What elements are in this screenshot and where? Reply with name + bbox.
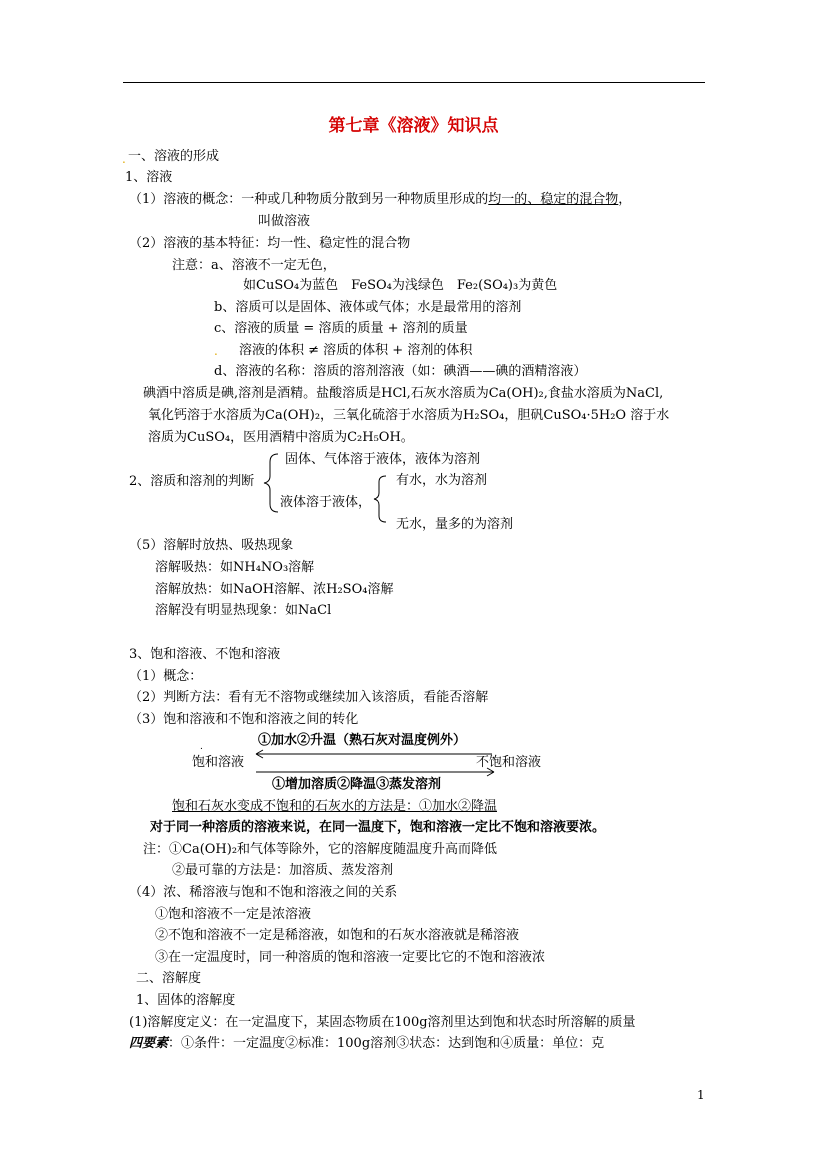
- text-line: 有水，水为溶剂: [396, 473, 488, 488]
- text-line: ②最可靠的方法是：加溶质、蒸发溶剂: [172, 863, 394, 878]
- text-line: 溶解放热：如NaOH溶解、浓H₂SO₄溶解: [155, 582, 394, 597]
- text-line: 溶解没有明显热现象：如NaCl: [155, 603, 332, 618]
- heading-1: 1、溶液: [125, 170, 173, 185]
- conversion-bottom-label: ①增加溶质②降温③蒸发溶剂: [272, 777, 442, 792]
- unsaturated-label: 不饱和溶液: [476, 755, 542, 770]
- text-line: （2）溶液的基本特征：均一性、稳定性的混合物: [129, 236, 411, 251]
- bullet-dot: .: [122, 152, 126, 166]
- text-line: 无水，量多的为溶剂: [396, 517, 514, 532]
- text-line: c、溶液的质量 = 溶质的质量 + 溶剂的质量: [214, 321, 468, 336]
- text-line: （4）浓、稀溶液与饱和不饱和溶液之间的关系: [129, 885, 398, 900]
- text-line: （1）概念：: [129, 669, 203, 684]
- text-line: 氧化钙溶于水溶质为Ca(OH)₂，三氧化硫溶于水溶质为H₂SO₄，胆矾CuSO₄·5H₂O 溶于水: [148, 408, 670, 423]
- text-line: b、溶质可以是固体、液体或气体；水是最常用的溶剂: [214, 300, 522, 315]
- arrow-left: [254, 748, 494, 760]
- text-line: （1）溶液的概念：一种或几种物质分散到另一种物质里形成的均一的、稳定的混合物，: [129, 192, 632, 207]
- text-line: ③在一定温度时，同一种溶质的饱和溶液一定要比它的不饱和溶液浓: [155, 950, 546, 965]
- heading-3: 3、饱和溶液、不饱和溶液: [129, 647, 281, 662]
- underlined-text: 均一的、稳定的混合物: [488, 192, 619, 207]
- text-line: 液体溶于液体，: [280, 495, 372, 510]
- conversion-top-label: ①加水②升温（熟石灰对温度例外）: [258, 733, 467, 748]
- text-line: （3）饱和溶液和不饱和溶液之间的转化: [129, 712, 359, 727]
- text-line: 固体、气体溶于液体，液体为溶剂: [285, 452, 481, 467]
- text-line: 碘酒中溶质是碘,溶剂是酒精。盐酸溶质是HCl,石灰水溶质为Ca(OH)₂,食盐水溶质为NaCl,: [143, 386, 664, 401]
- brace-outer: [262, 452, 282, 514]
- heading-section-2: 二、溶解度: [136, 971, 202, 986]
- text-line: 溶解吸热：如NH₄NO₃溶解: [155, 560, 315, 575]
- heading-2: 2、溶质和溶剂的判断: [129, 474, 255, 489]
- header-rule: [123, 82, 705, 83]
- text-line: 溶质为CuSO₄，医用酒精中溶质为C₂H₅OH。: [148, 430, 414, 445]
- text-line: 饱和石灰水变成不饱和的石灰水的方法是：①加水②降温: [172, 799, 498, 814]
- text-line: 注：①Ca(OH)₂和气体等除外，它的溶解度随温度升高而降低: [143, 842, 498, 857]
- heading-section-1: 一、溶液的形成: [128, 149, 220, 164]
- text-line: 溶液的体积 ≠ 溶质的体积 + 溶剂的体积: [239, 343, 473, 358]
- text-line: ②不饱和溶液不一定是稀溶液，如饱和的石灰水溶液就是稀溶液: [155, 928, 520, 943]
- text-line: d、溶液的名称：溶质的溶剂溶液（如：碘酒——碘的酒精溶液）: [214, 364, 587, 379]
- page-title: 第七章《溶液》知识点: [328, 116, 499, 136]
- text-line: 四要素：①条件：一定温度②标准：100g溶剂③状态：达到饱和④质量：单位：克: [129, 1036, 605, 1051]
- heading-1: 1、固体的溶解度: [136, 993, 236, 1008]
- text-line: （2）判断方法：看有无不溶物或继续加入该溶质，看能否溶解: [129, 690, 489, 705]
- bullet-dot: .: [214, 344, 218, 358]
- text-line: 如CuSO₄为蓝色 FeSO₄为浅绿色 Fe₂(SO₄)₃为黄色: [243, 278, 558, 293]
- bullet-dot: .: [200, 742, 203, 752]
- brace-inner: [372, 474, 390, 524]
- text-line: 叫做溶液: [258, 214, 311, 229]
- bold-statement: 对于同一种溶质的溶液来说，在同一温度下，饱和溶液一定比不饱和溶液要浓。: [150, 820, 606, 835]
- saturated-label: 饱和溶液: [192, 755, 245, 770]
- text-line: (1)溶解度定义：在一定温度下，某固态物质在100g溶剂里达到饱和状态时所溶解的质量: [129, 1015, 636, 1030]
- text-line: ①饱和溶液不一定是浓溶液: [155, 907, 312, 922]
- emphasis-text: 四要素: [129, 1036, 169, 1051]
- text-line: 注意：a、溶液不一定无色，: [172, 258, 336, 273]
- page-number: 1: [697, 1088, 705, 1102]
- text-line: （5）溶解时放热、吸热现象: [129, 538, 294, 553]
